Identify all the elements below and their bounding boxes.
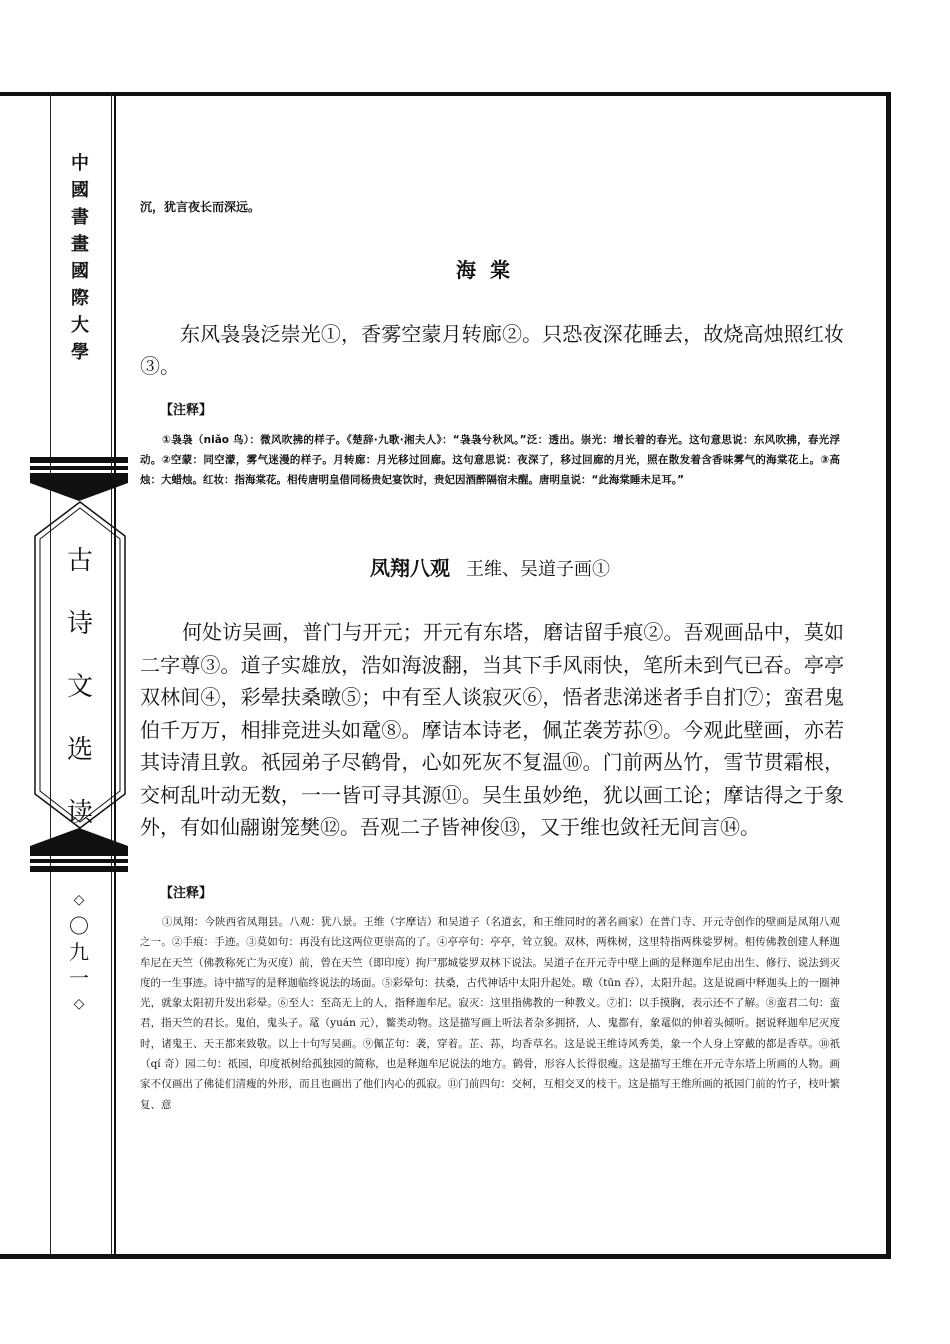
book-title-char: 选 <box>66 735 93 765</box>
book-title-char: 文 <box>66 672 93 702</box>
diamond-icon: ◇ <box>73 996 85 1012</box>
poem-title-main: 凤翔八观 <box>370 556 450 580</box>
school-char: 際 <box>71 288 89 309</box>
school-char: 學 <box>71 342 89 363</box>
poem-title <box>140 552 840 581</box>
plaque-top-ornament <box>20 455 138 503</box>
book-title-char: 古 <box>66 546 93 576</box>
page-number <box>62 887 96 1017</box>
page-number-char: 〇 <box>69 914 89 938</box>
page-number-char: 九 <box>69 940 89 964</box>
poem-subtitle: 王维、吴道子画① <box>466 559 610 580</box>
school-char: 畫 <box>71 234 89 255</box>
diamond-icon: ◇ <box>73 892 85 908</box>
poem-body: 何处访吴画，普门与开元；开元有东塔，磨诘留手痕②。吾观画品中，莫如二字尊③。道子实雄放，浩如海波翻，当其下手风雨快，笔所未到气已吞。亭亭双林间④，彩晕扶桑暾⑤；中有至人谈寂灭⑥，悟者悲涕迷者手自扪⑦；蛮君鬼伯千万万，相排竞进头如鼋⑧。摩诘本诗老，佩芷袭芳荪⑨。今观此壁画，亦若其诗清且敦。祇园弟子尽鹤骨，心如死灰不复温⑩。门前两丛竹，雪节贯霜根，交柯乱叶动无数，一一皆可寻其源⑪。吴生虽妙绝，犹以画工论；摩诘得之于象外，有如仙翮谢笼樊⑫。吾观二子皆神俊⑬，又于维也敛衽无间言⑭。 <box>140 620 844 839</box>
notes-heading: 【注释】 <box>160 403 213 418</box>
school-char: 國 <box>71 180 89 201</box>
school-char: 大 <box>71 315 89 336</box>
poem-title: 海棠 <box>456 258 524 282</box>
book-title-char: 诗 <box>66 609 93 639</box>
school-name <box>63 150 97 366</box>
school-char: 國 <box>71 261 89 282</box>
poem-body: 东风袅袅泛崇光①，香雾空蒙月转廊②。只恐夜深花睡去，故烧高烛照红妆③。 <box>140 322 844 378</box>
notes-text: ①凤翔：今陕西省凤翔县。八观：犹八景。王维（字摩诘）和吴道子（名道玄，和王维同时的著名画家）在普门寺、开元寺创作的壁画是凤翔八观之一。②手痕：手迹。③莫如句：再没有比这两位更崇高的了。④亭亭句：亭亭，耸立貌。双林，两株树，这里特指两株娑罗树。相传佛教创建人释迦牟尼在天竺（佛教称死亡为灭度）前，曾在天竺（即印度）拘尸那城娑罗双林下说法。吴道子在开元寺中壁上画的是释迦牟尼由出生、修行、说法到灭度的一生事迹。诗中描写的是释迦临终说法的场面。⑤彩晕句：扶桑，古代神话中太阳升起处。暾（tūn 吞），太阳升起。这是说画中释迦头上的一圈神光，就象太阳初升发出彩晕。⑥至人：至高无上的人，指释迦牟尼。寂灭：这里指佛教的一种教义。⑦扪：以手摸胸，表示还不了解。⑧蛮君二句：蛮君，指天竺的君长。鬼伯，鬼头子。鼋（yuán 元），鳖类动物。这是描写画上听法者杂多拥挤，人、鬼都有，象鼋似的伸着头倾听。据说释迦牟尼灭度时，诸鬼王、天王都来致敬。以上十句写吴画。⑨佩芷句：袭，穿着。芷、荪，均香草名。这是说王维诗风秀美，象一个人身上穿戴的都是香草。⑩祇（qí 奇）园二句：祇园，印度祇树给孤独园的简称，也是释迦牟尼说法的地方。鹤骨，形容人长得很瘦。这是描写王维在开元寺东塔上所画的人物。画家不仅画出了佛徒们清瘦的外形，而且也画出了他们内心的孤寂。⑪门前四句：交柯，互相交叉的枝干。这是描写王维所画的祇园门前的竹子，枝叶繁复、意 <box>140 916 840 1111</box>
book-title <box>60 530 100 845</box>
notes-heading: 【注释】 <box>160 886 213 901</box>
page-number-char: 一 <box>69 966 89 990</box>
school-char: 中 <box>71 153 89 174</box>
carry-over-text: 沉，犹言夜长而深远。 <box>140 200 261 214</box>
book-title-char: 读 <box>66 798 93 828</box>
school-char: 書 <box>71 207 89 228</box>
notes-text: ①袅袅（niǎo 鸟）：微风吹拂的样子。《楚辞·九歌·湘夫人》：“袅袅兮秋风。”泛：透出。崇光：增长着的春光。这句意思说：东风吹拂，春光浮动。②空蒙：同空濛，雾气迷漫的样子。月转廊：月光移过回廊。这句意思说：夜深了，移过回廊的月光，照在散发着含香味雾气的海棠花上。③高烛：大蜡烛。红妆：指海棠花。相传唐明皇借同杨贵妃宴饮时，贵妃因酒醉隔宿未醒。唐明皇说：“此海棠睡未足耳。” <box>140 434 840 486</box>
